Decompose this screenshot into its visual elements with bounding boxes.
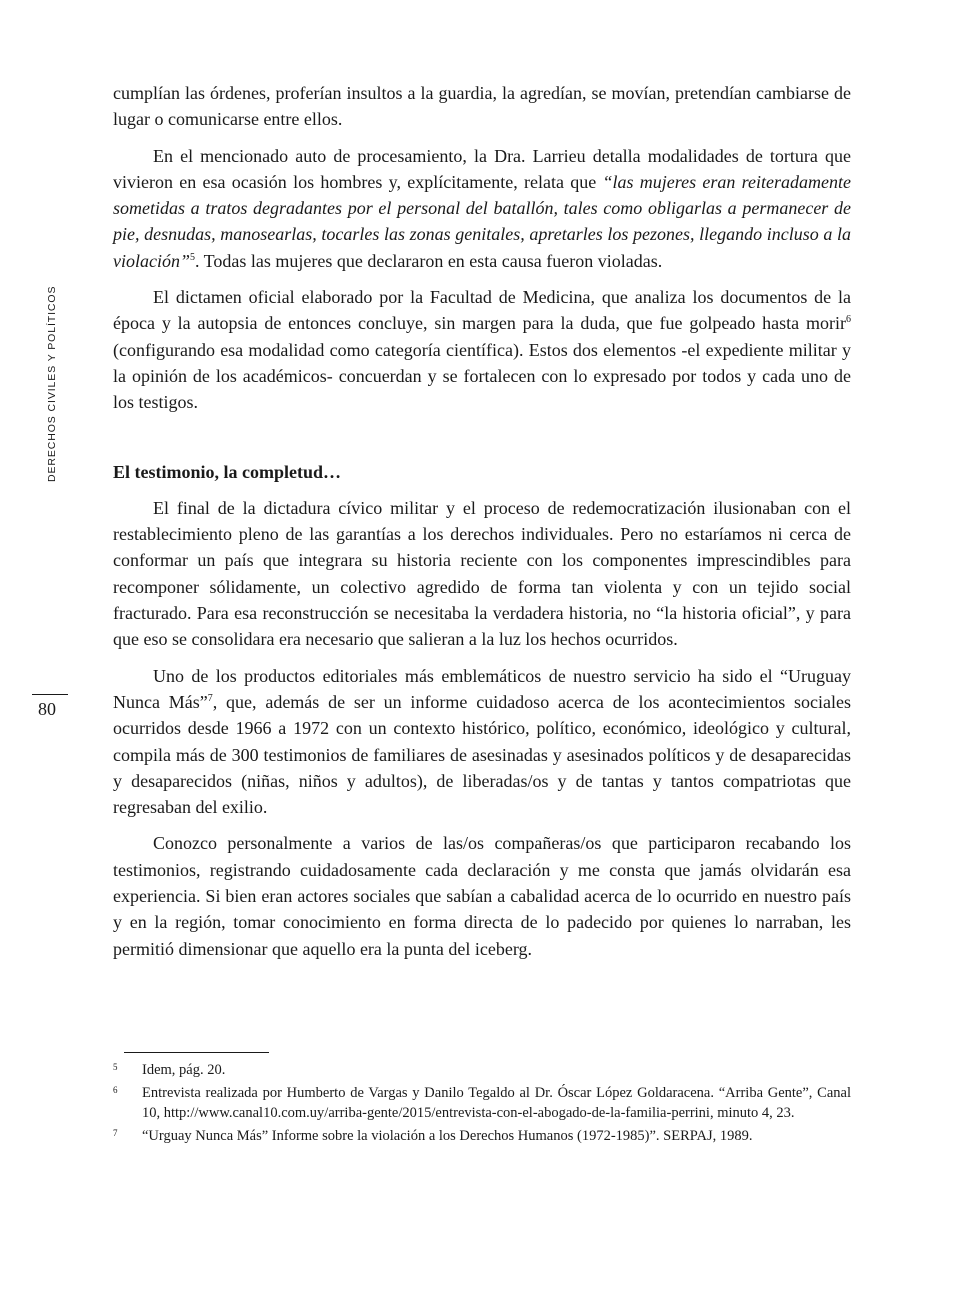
footnote-number: 6	[113, 1084, 118, 1095]
paragraph-2-quote: “las mujeres eran reiteradamente sometidas a tratos degradantes por el personal del batallón, tales como obligarlas a permanecer de pie, desnudas, manosearlas, tocarles las zonas genitales, apretarles los pezones, llegando incluso a la violación”	[113, 171, 851, 271]
paragraph-1: cumplían las órdenes, proferían insultos a la guardia, la agredían, se movían, pretendían cambiarse de lugar o comunicarse entre ellos.	[113, 83, 851, 130]
footnote-ref-7[interactable]: 7	[207, 692, 213, 704]
footnote-text: “Urguay Nunca Más” Informe sobre la violación a los Derechos Humanos (1972-1985)”. SERPAJ, 1989.	[142, 1127, 753, 1144]
footnote-number: 5	[113, 1062, 118, 1072]
footnote-5	[113, 1060, 851, 1081]
section-heading: El testimonio, la completud…	[113, 461, 341, 482]
paragraph-3	[113, 284, 851, 415]
paragraph-2	[113, 143, 851, 274]
footnote-text: Idem, pág. 20.	[142, 1062, 226, 1078]
paragraph-3-text-after: (configurando esa modalidad como categoría científica). Estos dos elementos -el expediente militar y la opinión de los académicos- concuerdan y se fortalecen con lo expresado por todos y cada uno de los testigos.	[113, 339, 851, 413]
footnote-ref-5[interactable]: 5	[190, 251, 195, 263]
running-header-vertical: DERECHOS CIVILES Y POLÍTICOS	[46, 285, 58, 482]
footnote-ref-6[interactable]: 6	[846, 314, 851, 326]
page-number-rule	[32, 694, 68, 695]
body-text	[113, 80, 851, 972]
paragraph-5-text-before: Uno de los productos editoriales más emblemáticos de nuestro servicio ha sido el “Uruguay Nunca Más”	[113, 665, 851, 712]
paragraph-2-text-before: En el mencionado auto de procesamiento, la Dra. Larrieu detalla modalidades de tortura que vivieron en esa ocasión los hombres y, explícitamente, relata que	[113, 145, 851, 192]
paragraph-3-text-before: El dictamen oficial elaborado por la Facultad de Medicina, que analiza los documentos de la época y la autopsia de entonces concluye, sin margen para la duda, que fue golpeado hasta morir	[113, 287, 851, 334]
page-number: 80	[38, 699, 56, 719]
footnotes	[113, 1060, 851, 1148]
paragraph-5-text-after: , que, además de ser un informe cuidadoso acerca de los acontecimientos sociales ocurridos desde 1966 a 1972 con un contexto histórico, político, económico, ideológico y cultural, compila más de 300 testimonios de familiares de asesinadas y asesinados políticos y de desaparecidas y desaparecidos (niñas, niños y adultos), de liberadas/os y de tantas y tantos compatriotas que regresaban del exilio.	[113, 691, 852, 818]
paragraph-6: Conozco personalmente a varios de las/os compañeras/os que participaron recabando los testimonios, registrando cuidadosamente cada declaración y me consta que jamás olvidarán esa experiencia. Si bien eran actores sociales que sabían a cabalidad acerca de lo ocurrido en nuestro país y en la región, tomar conocimiento en forma directa de lo padecido por quienes lo narraban, les permitió dimensionar que aquello era la punta del iceberg.	[113, 833, 851, 959]
footnote-7	[113, 1126, 851, 1147]
footnote-separator	[124, 1052, 269, 1053]
paragraph-2-text-after: . Todas las mujeres que declararon en esta causa fueron violadas.	[195, 250, 663, 271]
paragraph-4: El final de la dictadura cívico militar y el proceso de redemocratización ilusionaban con el restablecimiento pleno de las garantías a los derechos individuales. Pero no estaríamos ni cerca de conformar un país que integrara su historia reciente con los componentes imprescindibles para recomponer sólidamente, un colectivo agredido de forma tan violenta y con un tejido social fracturado. Para esa reconstrucción se necesitaba la verdadera historia, no “la historia oficial”, y para que eso se consolidara era necesario que salieran a la luz los hechos ocurridos.	[113, 497, 851, 650]
paragraph-5	[113, 663, 851, 821]
footnote-number: 7	[113, 1127, 118, 1138]
footnote-6	[113, 1083, 851, 1124]
footnote-text: Entrevista realizada por Humberto de Vargas y Danilo Tegaldo al Dr. Óscar López Goldaracena. “Arriba Gente”, Canal 10, http://www.canal10.com.uy/arriba-gente/2015/entrevista-con-el-abogado-de-la-familia-perrini, minuto 4, 23.	[142, 1084, 851, 1121]
